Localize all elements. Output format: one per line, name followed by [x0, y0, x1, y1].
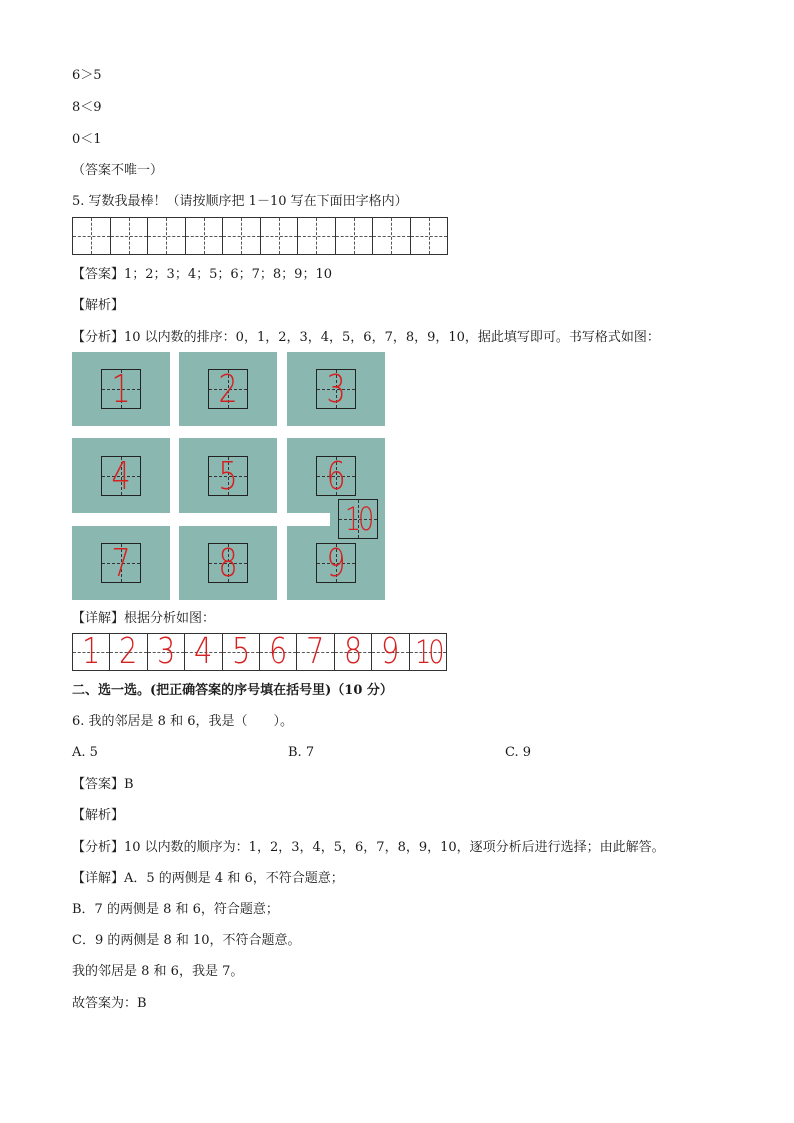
demo-cell-1: 1 [101, 369, 141, 409]
q6-detail-a: 【详解】A．5 的两侧是 4 和 6，不符合题意； [72, 871, 344, 886]
grid-cell[interactable] [260, 217, 299, 255]
answer-cell: 5 [222, 633, 260, 671]
answer-cell: 2 [109, 633, 147, 671]
grid-cell[interactable] [372, 217, 411, 255]
question-6-title: 6. 我的邻居是 8 和 6，我是（ ）。 [72, 714, 293, 729]
demo-cell-3: 3 [316, 369, 356, 409]
grid-cell[interactable] [185, 217, 224, 255]
answer-cell: 7 [296, 633, 334, 671]
q5-analysis: 【分析】10 以内数的排序：0，1，2，3，4，5，6，7，8，9，10，据此填写即可。书写格式如图： [72, 330, 660, 345]
q5-answer: 【答案】1；2；3；4；5；6；7；8；9；10 [72, 267, 332, 282]
grid-cell[interactable] [410, 217, 449, 255]
comparison-line-1: 6＞5 [72, 68, 102, 83]
q6-detail-b: B．7 的两侧是 8 和 6，符合题意； [72, 902, 279, 917]
q5-detail-label: 【详解】根据分析如图： [72, 611, 216, 626]
grid-cell[interactable] [110, 217, 149, 255]
answer-cell: 1 [72, 633, 110, 671]
comparison-line-2: 8＜9 [72, 100, 102, 115]
option-b[interactable]: B. 7 [288, 745, 315, 760]
answer-cell: 4 [184, 633, 222, 671]
answer-cell: 6 [259, 633, 297, 671]
answer-cell: 3 [147, 633, 185, 671]
grid-cell[interactable] [147, 217, 186, 255]
answer-note: （答案不唯一） [72, 163, 164, 178]
demo-cell-7: 7 [101, 543, 141, 583]
option-c[interactable]: C. 9 [505, 745, 532, 760]
q6-detail-c: C．9 的两侧是 8 和 10，不符合题意。 [72, 933, 301, 948]
q6-analysis: 【分析】10 以内数的顺序为：1，2，3，4，5，6，7，8，9，10，逐项分析后进行选择；由此解答。 [72, 840, 665, 855]
demo-cell-6: 6 [316, 456, 356, 496]
empty-tianzige-grid[interactable] [72, 217, 447, 255]
demo-cell-10: 10 [338, 499, 378, 539]
demo-cell-4: 4 [101, 456, 141, 496]
q6-answer: 【答案】B [72, 777, 134, 792]
grid-cell[interactable] [335, 217, 374, 255]
q5-jiexi-label: 【解析】 [72, 298, 125, 313]
section-2-heading: 二、选一选。(把正确答案的序号填在括号里)（10 分） [72, 683, 393, 698]
option-a[interactable]: A. 5 [72, 745, 98, 760]
grid-cell[interactable] [297, 217, 336, 255]
demo-cell-5: 5 [208, 456, 248, 496]
filled-answer-grid [72, 633, 446, 671]
q6-final-answer: 故答案为：B [72, 996, 147, 1011]
answer-cell: 10 [409, 633, 447, 671]
grid-cell[interactable] [222, 217, 261, 255]
question-5-title: 5. 写数我最棒！（请按顺序把 1－10 写在下面田字格内） [72, 194, 408, 209]
grid-cell[interactable] [72, 217, 111, 255]
demo-cell-9: 9 [316, 543, 356, 583]
demo-cell-8: 8 [208, 543, 248, 583]
comparison-line-3: 0＜1 [72, 132, 102, 147]
answer-cell: 8 [334, 633, 372, 671]
demo-cell-2: 2 [208, 369, 248, 409]
q6-jiexi-label: 【解析】 [72, 808, 125, 823]
answer-cell: 9 [371, 633, 409, 671]
q6-conclusion: 我的邻居是 8 和 6，我是 7。 [72, 964, 244, 979]
